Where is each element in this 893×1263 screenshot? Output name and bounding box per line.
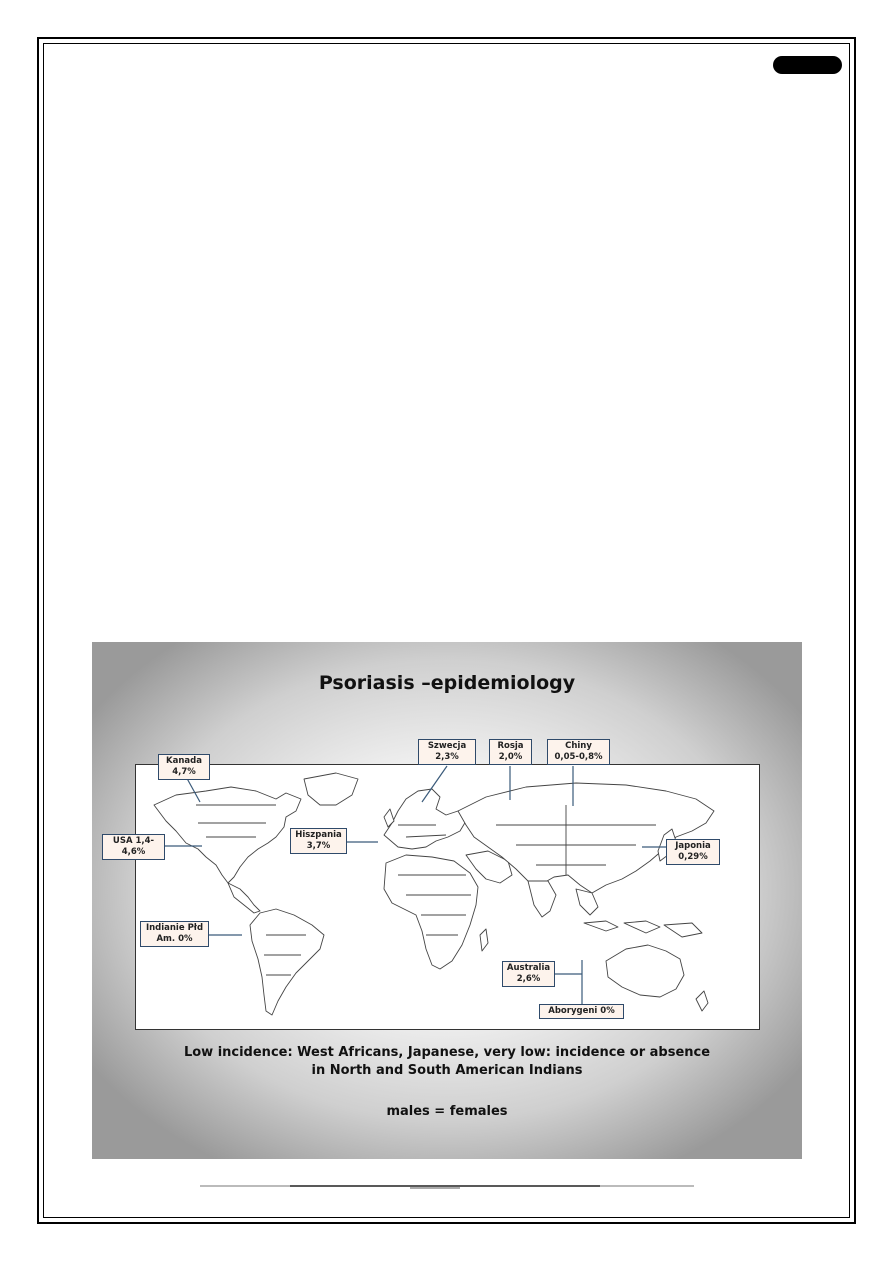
label-australia-value: 2,6% <box>516 974 541 984</box>
caption-line-3: males = females <box>386 1104 508 1119</box>
caption-line-1: Low incidence: West Africans, Japanese, very low: incidence or absence <box>183 1045 711 1060</box>
slide-title: Psoriasis –epidemiology <box>318 672 576 694</box>
label-japonia-value: 0,29% <box>678 852 708 862</box>
label-japonia <box>666 839 720 865</box>
label-hiszpania <box>290 828 347 854</box>
label-szwecja <box>418 739 476 765</box>
label-chiny-value: 0,05-0,8% <box>554 752 603 762</box>
label-kanada-name: Kanada <box>166 756 202 766</box>
label-usa-name: USA 1,4- <box>112 836 155 846</box>
label-australia <box>502 961 555 987</box>
caption-line-2: in North and South American Indians <box>311 1063 583 1078</box>
label-aborygeni <box>539 1004 624 1019</box>
label-japonia-name: Japonia <box>675 841 711 851</box>
label-szwecja-value: 2,3% <box>435 752 459 762</box>
label-indianie <box>140 921 209 947</box>
footer-rule <box>200 1184 695 1190</box>
label-hiszpania-name: Hiszpania <box>295 830 342 840</box>
label-indianie-value: Am. 0% <box>156 934 193 944</box>
label-szwecja-name: Szwecja <box>427 741 467 751</box>
label-aborygeni-name: Aborygeni 0% <box>548 1006 615 1016</box>
label-kanada-value: 4,7% <box>172 767 196 777</box>
label-rosja-name: Rosja <box>497 741 524 751</box>
label-connectors <box>92 642 802 1159</box>
label-chiny-name: Chiny <box>565 741 592 751</box>
label-rosja-value: 2,0% <box>498 752 523 762</box>
label-usa-value: 4,6% <box>121 847 146 857</box>
corner-marker <box>773 56 842 74</box>
label-indianie-name: Indianie Płd <box>145 923 204 933</box>
label-australia-name: Australia <box>506 963 551 973</box>
label-chiny <box>547 739 610 765</box>
label-kanada <box>158 754 210 780</box>
label-usa <box>102 834 165 860</box>
label-rosja <box>489 739 532 765</box>
epidemiology-slide <box>92 642 802 1159</box>
label-hiszpania-value: 3,7% <box>306 841 331 851</box>
